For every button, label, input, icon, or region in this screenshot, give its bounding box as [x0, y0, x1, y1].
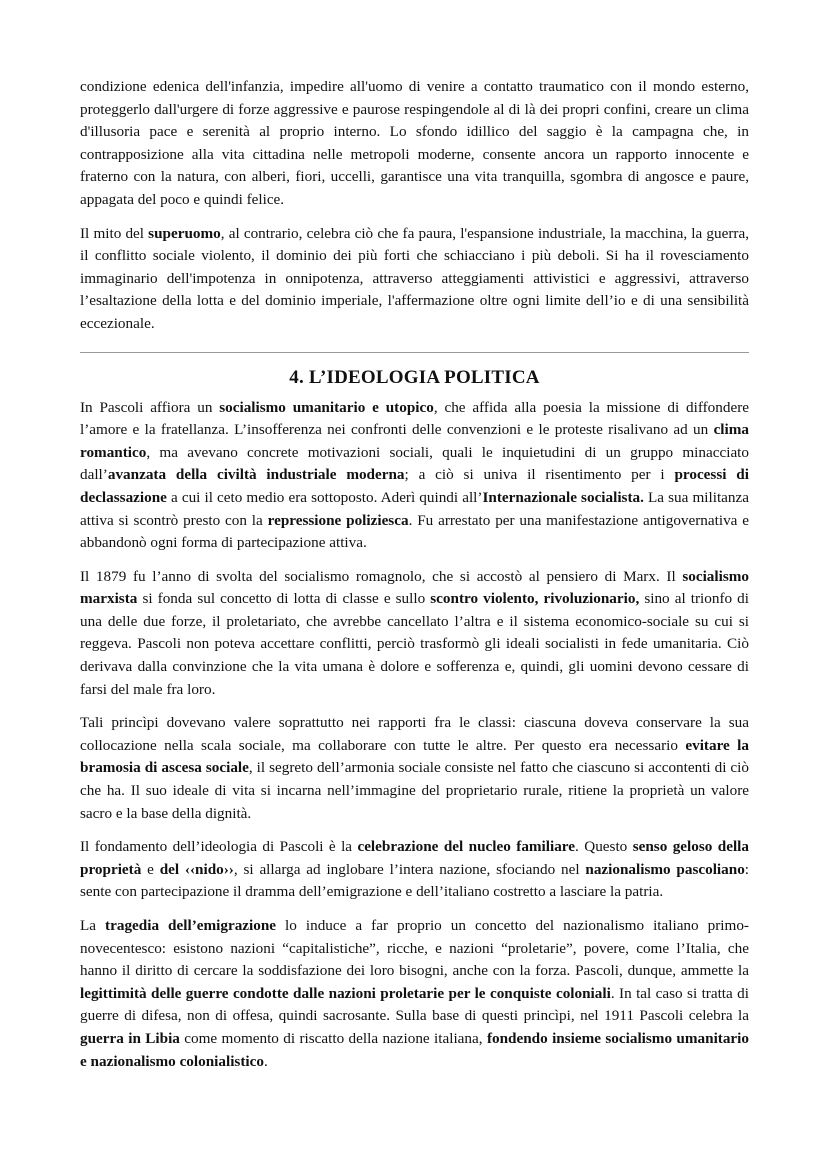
text-run: . In tal caso si tratta di guerre di difesa, non di offesa, quindi sacrosante. Sulla base di questi princìpi, nel 1911 Pascoli celebra la [80, 984, 749, 1025]
text-run: Tali princìpi dovevano valere soprattutto nei rapporti fra le classi: ciascuna doveva conservare la sua collocazione nella scala sociale, ma collaborare con tutte le altre. Per questo era necessario [80, 714, 749, 754]
text-run: In Pascoli affiora un [80, 398, 220, 416]
bold-text: nazionalismo pascoliano [585, 860, 745, 878]
text-run: , che affida alla poesia la missione di diffondere l’amore e la fratellanza. L’insofferenza nei confronti delle convenzioni e le proteste risalivano ad un [80, 398, 749, 439]
bold-text: evitare la bramosia di ascesa sociale [80, 736, 749, 777]
bold-text: avanzata della civiltà industriale moderna [107, 466, 405, 484]
text-run: , il segreto dell’armonia sociale consiste nel fatto che ciascuno si accontenti di ciò che ha. Il suo ideale di vita si incarna nell’immagine del proprietario rurale, ritiene la proprietà un valore sacro e la base della dignità. [80, 759, 749, 822]
bold-text: fondendo insieme socialismo umanitario e nazionalismo colonialistico [80, 1029, 749, 1070]
paragraph-emigrazione [80, 915, 749, 1073]
page-content [80, 76, 749, 1084]
bold-text: guerra in Libia [80, 1029, 180, 1047]
bold-text: socialismo marxista [80, 567, 749, 608]
text-run: : sente con partecipazione il dramma dell’emigrazione e dell’italiano costretto a lasciare la patria. [80, 860, 750, 901]
text-run: . [263, 1052, 268, 1070]
bold-text: socialismo umanitario e utopico [219, 398, 434, 416]
paragraph-superuomo [80, 223, 749, 336]
paragraph-socialismo-umanitario [80, 397, 749, 555]
text-run: . Questo [575, 838, 633, 856]
bold-text: clima romantico [80, 421, 749, 461]
bold-text: celebrazione del nucleo familiare [357, 838, 576, 856]
text-run: Il 1879 fu l’anno di svolta del socialismo romagnolo, che si accostò al pensiero di Marx. Il [80, 567, 683, 585]
text-run: a cui il ceto medio era sottoposto. Aderì quindi all’ [166, 488, 483, 506]
text-run: come momento di riscatto della nazione italiana, [179, 1029, 487, 1047]
text-run: , ma avevano concrete motivazioni sociali, quali le inquietudini di un gruppo minacciato dall’ [80, 443, 749, 484]
paragraph-rapporti-classi [80, 712, 749, 825]
paragraph-infanzia [80, 76, 749, 212]
text-run: lo induce a far proprio un concetto del nazionalismo italiano primo-novecentesco: esistono nazioni “capitalistiche”, ricche, e nazioni “proletarie”, povere, come l’Italia, che hanno il diritto di cercare la soddisfazione dei loro bisogni, anche con la forza. Pascoli, dunque, ammette la [80, 917, 749, 980]
text-run: ; a ciò si univa il risentimento per i [404, 466, 675, 484]
bold-text: Internazionale socialista. [482, 488, 644, 506]
bold-text: superuomo [148, 224, 221, 242]
text-run: condizione edenica dell'infanzia, impedire all'uomo di venire a contatto traumatico con il mondo esterno, proteggerlo dall'urgere di forze aggressive e paurose respingendole al di là dei propri confini, creare un clima d'illusoria pace e serenità al proprio interno. Lo sfondo idillico del saggio è la campagna che, in contrapposizione alla vita cittadina nelle metropoli moderne, consente ancora un rapporto innocente e fraterno con la natura, con alberi, fiori, uccelli, garantisce una vita tranquilla, sgombra di angosce e paure, appagata del poco e quindi felice. [80, 78, 749, 208]
text-run: sino al trionfo di una delle due forze, il proletariato, che avrebbe cancellato l’altra e il sistema economico-sociale su cui si reggeva. Pascoli non poteva accettare conflitti, perciò trasformò gli ideali socialisti in fede umanitaria. Ciò derivava dalla convinzione che la vita umana è dolore e sofferenza e, quindi, gli uomini devono cessare di farsi del male fra loro. [80, 590, 749, 698]
bold-text: senso geloso della proprietà [80, 838, 749, 878]
text-run: . Fu arrestato per una manifestazione antigovernativa e abbandonò ogni forma di partecipazione attiva. [80, 511, 749, 552]
bold-text: repressione poliziesca [267, 511, 409, 529]
bold-text: legittimità delle guerre condotte dalle nazioni proletarie per le conquiste coloniali [80, 984, 611, 1002]
text-run: Il mito del [80, 224, 149, 242]
bold-text: del ‹‹nido›› [159, 860, 234, 878]
text-run: si fonda sul concetto di lotta di classe e sullo [137, 590, 431, 608]
paragraph-socialismo-marxista [80, 566, 749, 702]
section-divider [80, 352, 749, 353]
section-title: 4. L’IDEOLOGIA POLITICA [289, 366, 540, 388]
text-run: La [80, 917, 106, 934]
text-run: , al contrario, celebra ciò che fa paura, l'espansione industriale, la macchina, la guerra, il conflitto sociale violento, il dominio dei più forti che schiacciano i più deboli. Si ha il rovesciamento immaginario dell'impotenza in onnipotenza, attraverso atteggiamenti attivistici e aggressivi, attraverso l’esaltazione della lotta e del dominio imperiale, l'affermazione oltre ogni limite dell’io e di una sensibilità eccezionale. [80, 224, 749, 332]
text-run: , si allarga ad inglobare l’intera nazione, sfociando nel [233, 860, 586, 878]
text-run: e [141, 860, 160, 878]
paragraph-nucleo-familiare [80, 836, 749, 904]
text-run: Il fondamento dell’ideologia di Pascoli è la [80, 838, 358, 856]
text-run: La sua militanza attiva si scontrò presto con la [80, 488, 749, 529]
bold-text: processi di declassazione [80, 466, 749, 506]
bold-text: tragedia dell’emigrazione [105, 917, 277, 934]
bold-text: scontro violento, rivoluzionario, [430, 590, 640, 608]
